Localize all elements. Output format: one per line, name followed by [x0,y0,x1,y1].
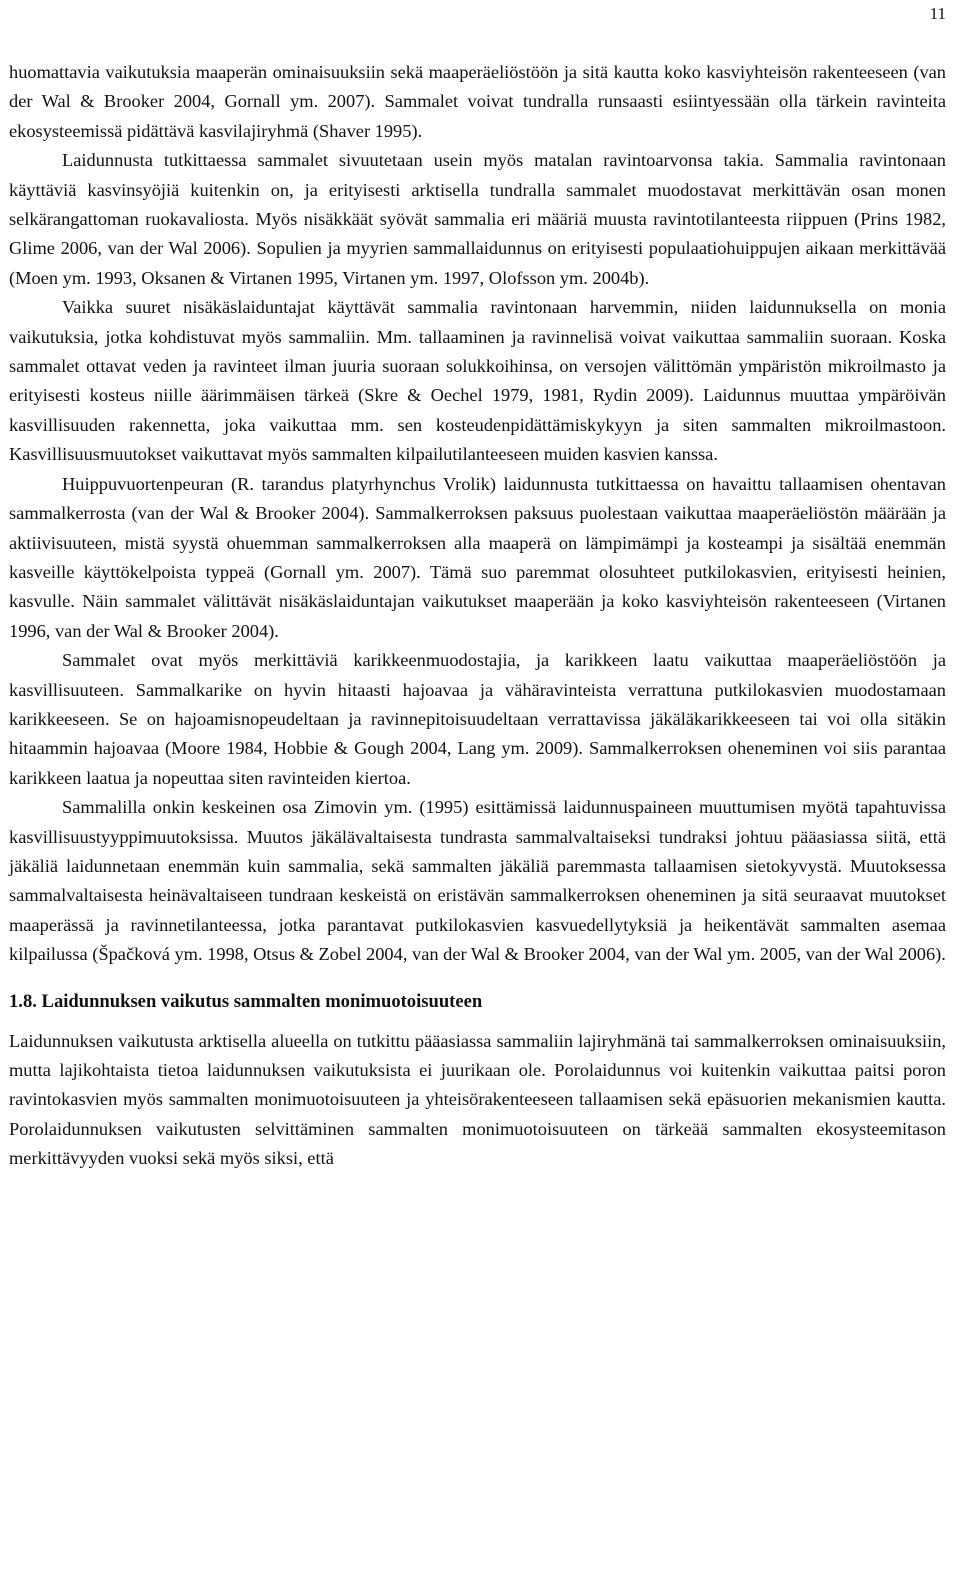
section-paragraph: Laidunnuksen vaikutusta arktisella alueella on tutkittu pääasiassa sammaliin lajiryhmänä tai sammalkerroksen ominaisuuksiin, mutta lajikohtaista tietoa laidunnuksen vaikutuksista ei juurikaan ole. Porolaidunnus voi kuitenkin vaikuttaa paitsi poron ravintokasvien myös sammalten monimuotoisuuteen ja yhteisörakenteeseen tallaamisen sekä epäsuorien mekanismien kautta. Porolaidunnuksen vaikutusten selvittäminen sammalten monimuotoisuuteen on tärkeää sammalten ekosysteemitason merkittävyyden vuoksi sekä myös siksi, että [9,1030,946,1169]
body-paragraph: Laidunnusta tutkittaessa sammalet sivuutetaan usein myös matalan ravintoarvonsa takia. Sammalia ravintonaan käyttäviä kasvinsyöjiä kuitenkin on, ja erityisesti arktisella tundralla sammalet muodostavat merkittävän osan monen selkärangattoman ruokavaliosta. Myös nisäkkäät syövät sammalia eri määriä muusta ravintotilanteesta riippuen (Prins 1982, Glime 2006, van der Wal 2006). Sopulien ja myyrien sammallaidunnus on erityisesti populaatiohuippujen aikaan merkittävää (Moen ym. 1993, Oksanen & Virtanen 1995, Virtanen ym. 1997, Olofsson ym. 2004b). [9,150,946,288]
body-paragraph: Sammalet ovat myös merkittäviä karikkeenmuodostajia, ja karikkeen laatu vaikuttaa maaperäeliöstöön ja kasvillisuuteen. Sammalkarike on hyvin hitaasti hajoavaa ja vähäravinteista verrattuna putkilokasvien muodostamaan karikkeeseen. Se on hajoamisnopeudeltaan ja ravinnepitoisuudeltaan verrattavissa jäkäläkarikkeeseen tai voi olla sitäkin hitaammin hajoavaa (Moore 1984, Hobbie & Gough 2004, Lang ym. 2009). Sammalkerroksen oheneminen voi siis parantaa karikkeen laatua ja nopeuttaa siten ravinteiden kiertoa. [9,650,946,788]
page-body [9,58,946,1174]
body-paragraph: Huippuvuortenpeuran (R. tarandus platyrhynchus Vrolik) laidunnusta tutkittaessa on havaittu tallaamisen ohentavan sammalkerrosta (van der Wal & Brooker 2004). Sammalkerroksen paksuus puolestaan vaikuttaa maaperäeliöstön määrään ja aktiivisuuteen, mistä syystä ohuemman sammalkerroksen alla maaperä on lämpimämpi ja kosteampi ja sisältää enemmän kasveille käyttökelpoista typpeä (Gornall ym. 2007). Tämä suo paremmat olosuhteet putkilokasvien, erityisesti heinien, kasvulle. Näin sammalet välittävät nisäkäslaiduntajan vaikutukset maaperään ja koko kasviyhteisön rakenteeseen (Virtanen 1996, van der Wal & Brooker 2004). [9,473,946,641]
section-heading: 1.8. Laidunnuksen vaikutus sammalten monimuotoisuuteen [9,990,483,1012]
page-number: 11 [929,4,946,23]
body-paragraph: Sammalilla onkin keskeinen osa Zimovin ym. (1995) esittämissä laidunnuspaineen muuttumisen myötä tapahtuvissa kasvillisuustyyppimuutoksissa. Muutos jäkälävaltaisesta tundrasta sammalvaltaiseksi tundraksi johtuu pääasiassa siitä, että jäkäliä laidunnetaan enemmän kuin sammalia, sekä sammalten jäkäliä paremmasta tallaamisen sietokyvystä. Muutoksessa sammalvaltaisesta heinävaltaiseen tundraan keskeistä on eristävän sammalkerroksen oheneminen ja sitä seuraavat muutokset maaperässä ja ravinnetilanteessa, jotka parantavat putkilokasvien kasvuedellytyksiä ja heikentävät sammalten asemaa kilpailussa (Špačková ym. 1998, Otsus & Zobel 2004, van der Wal & Brooker 2004, van der Wal ym. 2005, van der Wal 2006). [9,797,946,965]
body-paragraph: huomattavia vaikutuksia maaperän ominaisuuksiin sekä maaperäeliöstöön ja sitä kautta koko kasviyhteisön rakenteeseen (van der Wal & Brooker 2004, Gornall ym. 2007). Sammalet voivat tundralla runsaasti esiintyessään olla tärkein ravinteita ekosysteemissä pidättävä kasvilajiryhmä (Shaver 1995). [9,62,946,141]
body-paragraph: Vaikka suuret nisäkäslaiduntajat käyttävät sammalia ravintonaan harvemmin, niiden laidunnuksella on monia vaikutuksia, jotka kohdistuvat myös sammaliin. Mm. tallaaminen ja ravinnelisä voivat vaikuttaa sammaliin suoraan. Koska sammalet ottavat veden ja ravinteet ilman juuria suoraan solukkoihinsa, on versojen välittömän ympäristön mikroilmasto ja erityisesti kosteus niille äärimmäisen tärkeä (Skre & Oechel 1979, 1981, Rydin 2009). Laidunnus muuttaa ympäröivän kasvillisuuden rakennetta, joka vaikuttaa mm. sen kosteudenpidättämiskykyyn ja siten sammalten mikroilmastoon. Kasvillisuusmuutokset vaikuttavat myös sammalten kilpailutilanteeseen muiden kasvien kanssa. [9,297,946,465]
